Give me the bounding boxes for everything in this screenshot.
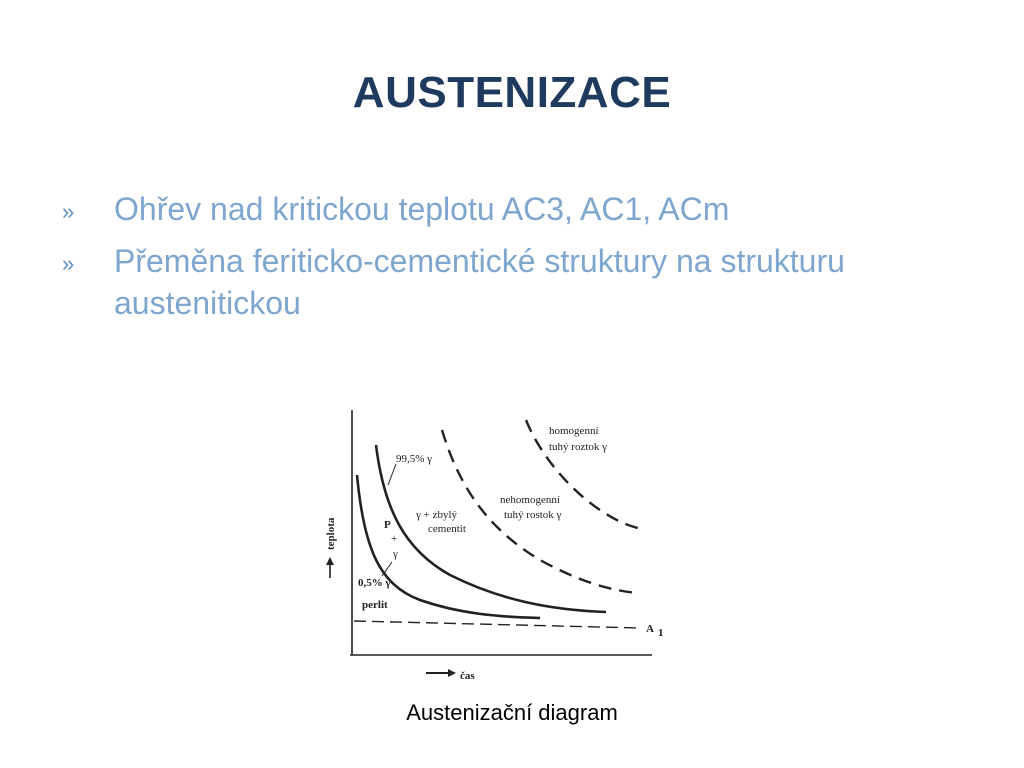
x-axis-label: čas <box>460 670 475 682</box>
label-perlite: perlit <box>362 599 388 611</box>
label-gamma-cementite-1: γ + zbylý <box>416 509 458 521</box>
label-homogeneous-1: homogenní <box>549 425 599 437</box>
bullet-glyph: » <box>62 199 75 224</box>
bullet-text: Přeměna feriticko-cementické struktury na strukturu austenitickou <box>114 243 845 321</box>
label-a1-sub: 1 <box>658 627 664 639</box>
y-axis-arrow-head <box>326 557 334 565</box>
label-homogeneous-2: tuhý roztok γ <box>549 441 608 453</box>
slide-title: AUSTENIZACE <box>352 68 672 117</box>
label-a1: A <box>646 623 654 635</box>
bullet-text: Ohřev nad kritickou teplotu AC3, AC1, ACm <box>114 191 730 227</box>
label-gamma: γ <box>393 548 398 560</box>
bullet-glyph: » <box>62 251 75 276</box>
leader-05 <box>382 562 392 576</box>
x-axis-arrow-head <box>448 669 456 677</box>
label-gamma-cementite-2: cementit <box>428 523 466 535</box>
label-inhomogeneous-1: nehomogenní <box>500 494 560 506</box>
label-995: 99,5% γ <box>396 453 433 465</box>
label-plus: + <box>391 533 398 545</box>
austenitization-diagram <box>300 400 690 685</box>
bullet-list <box>62 188 982 331</box>
leader-995 <box>388 464 396 485</box>
y-axis-label: teplota <box>325 517 337 550</box>
curve-end <box>376 445 606 612</box>
label-inhomogeneous-2: tuhý rostok γ <box>504 509 562 521</box>
a1-line <box>354 621 640 628</box>
label-05: 0,5% γ <box>358 577 391 589</box>
figure-caption: Austenizační diagram <box>406 700 618 725</box>
label-p: P <box>384 519 391 531</box>
bullet-item <box>62 188 982 233</box>
bullet-item <box>62 240 982 324</box>
diagram-svg <box>300 400 690 685</box>
